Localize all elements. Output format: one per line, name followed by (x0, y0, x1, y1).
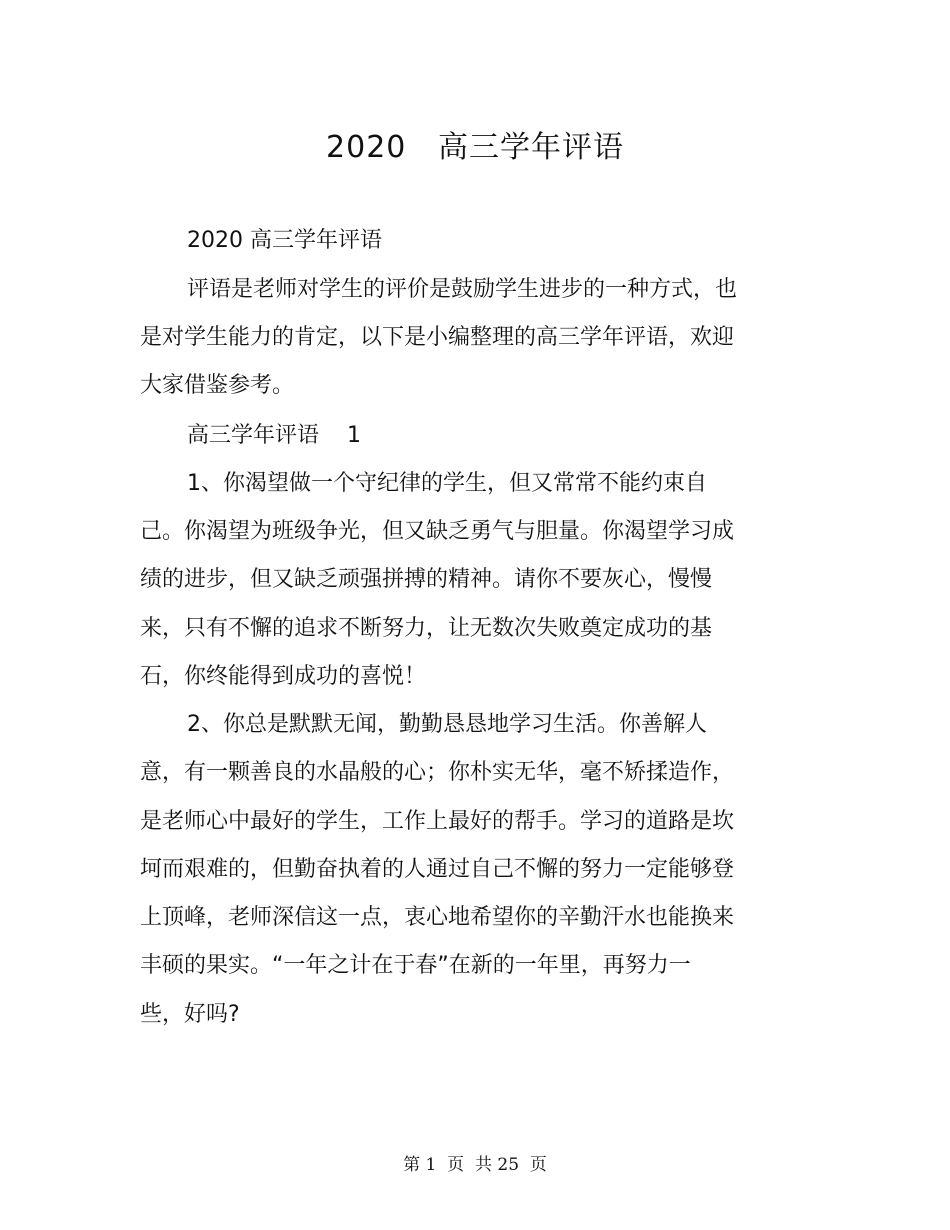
paragraph-line: 丰硕的果实。“一年之计在于春”在新的一年里，再努力一 (140, 953, 691, 978)
paragraph-line: 意，有一颗善良的水晶般的心；你朴实无华，毫不矫揉造作， (140, 760, 735, 785)
paragraph-line: 上顶峰，老师深信这一点，衷心地希望你的辛勤汗水也能换来 (140, 905, 735, 930)
paragraph-line: 己。你渴望为班级争光，但又缺乏勇气与胆量。你渴望学习成 (140, 519, 735, 544)
page-number-footer: 第 1 页 共 25 页 (403, 1155, 547, 1175)
paragraph-line: 1、你渴望做一个守纪律的学生，但又常常不能约束自 (187, 471, 707, 496)
intro-line: 是对学生能力的肯定，以下是小编整理的高三学年评语，欢迎 (140, 325, 735, 350)
paragraph-line: 来，只有不懈的追求不断努力，让无数次失败奠定成功的基 (140, 616, 713, 641)
paragraph-line: 绩的进步，但又缺乏顽强拼搏的精神。请你不要灰心，慢慢 (140, 567, 713, 592)
paragraph-line: 2、你总是默默无闻，勤勤恳恳地学习生活。你善解人 (187, 712, 707, 737)
intro-line: 评语是老师对学生的评价是鼓励学生进步的一种方式，也 (187, 277, 738, 302)
paragraph-line: 坷而艰难的，但勤奋执着的人通过自己不懈的努力一定能够登 (140, 857, 735, 882)
paragraph-line: 石，你终能得到成功的喜悦！ (140, 664, 427, 689)
page-title: 2020 高三学年评语 (326, 130, 624, 165)
paragraph-line: 是老师心中最好的学生，工作上最好的帮手。学习的道路是坎 (140, 809, 735, 834)
subtitle: 2020 高三学年评语 (187, 228, 382, 253)
paragraph-line: 些，好吗? (140, 1002, 240, 1027)
section-heading: 高三学年评语 1 (187, 423, 361, 448)
intro-line: 大家借鉴参考。 (140, 373, 295, 398)
